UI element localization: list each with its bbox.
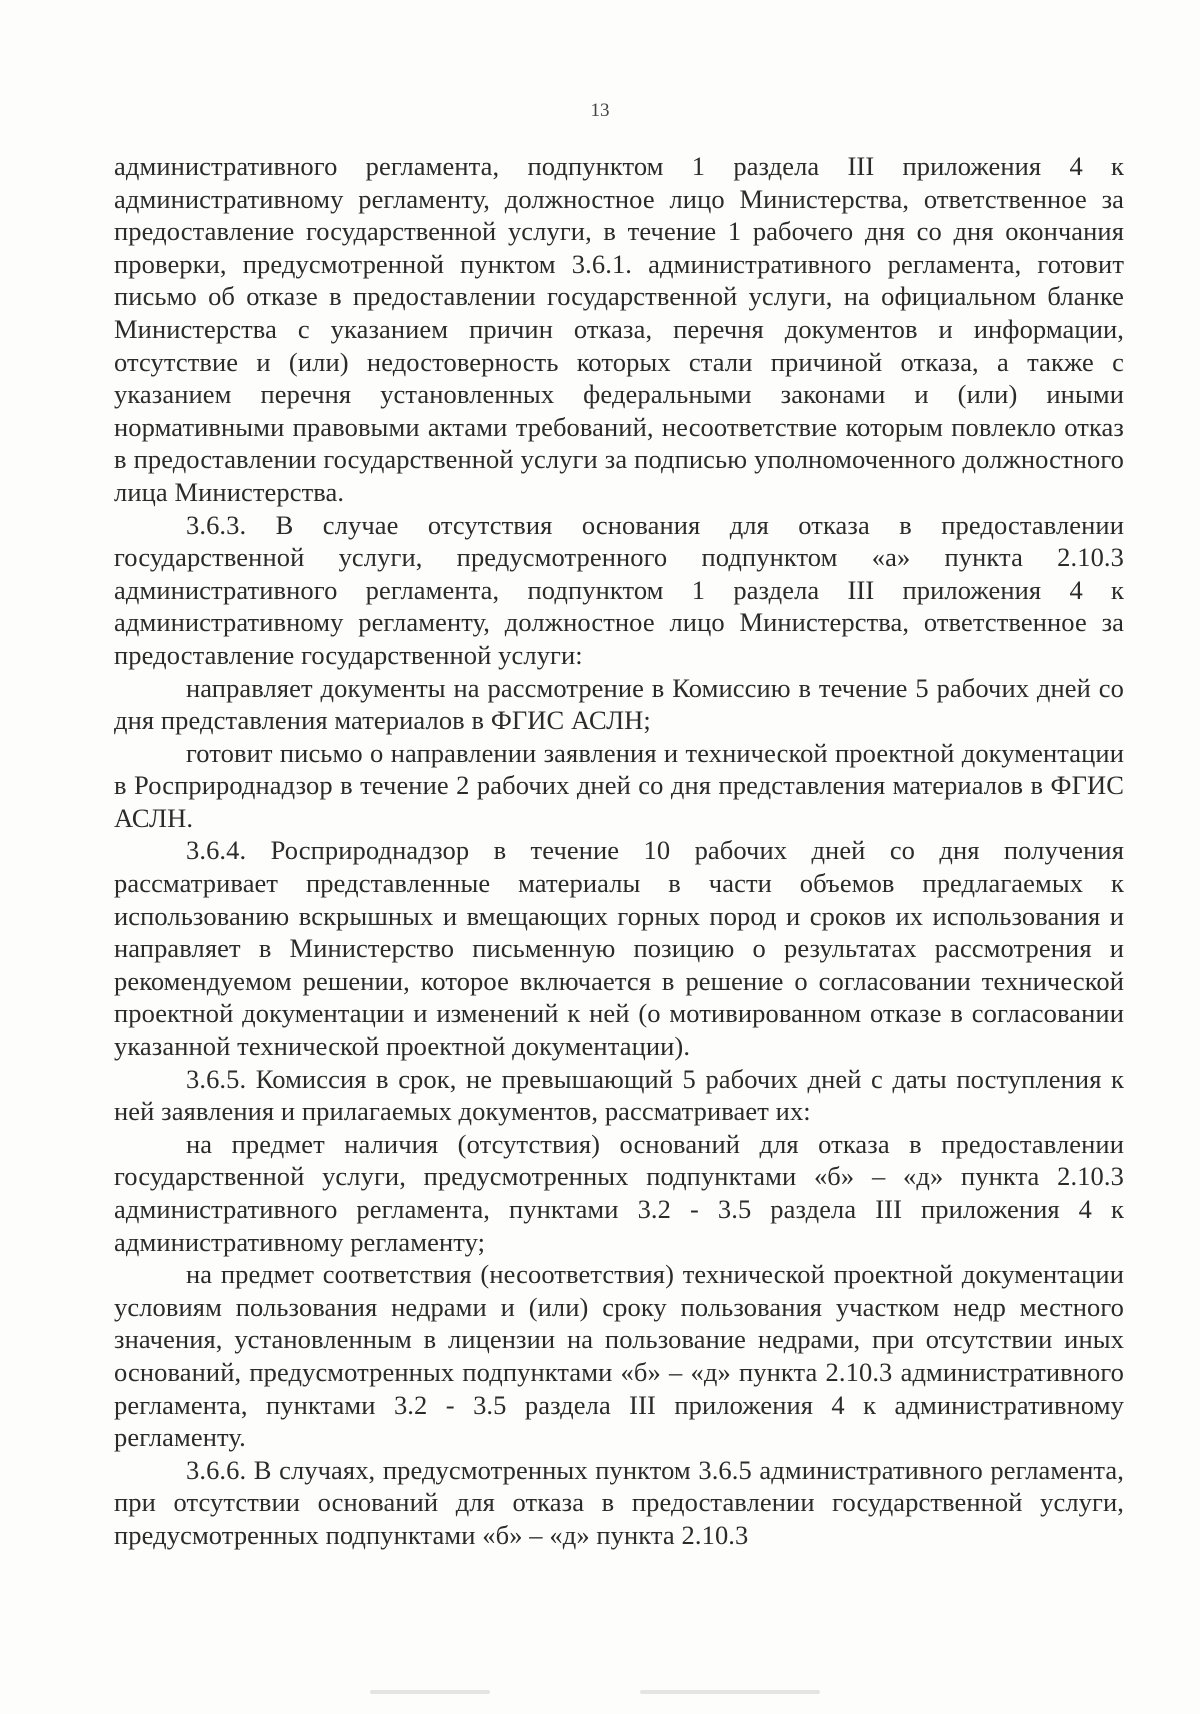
scan-artifact (640, 1690, 820, 1694)
paragraph-3-6-3-item-1: направляет документы на рассмотрение в Комиссию в течение 5 рабочих дней со дня представления материалов в ФГИС АСЛН; (114, 672, 1124, 736)
document-body (114, 150, 1124, 1552)
paragraph-3-6-3: 3.6.3. В случае отсутствия основания для отказа в предоставлении государственной услуги, предусмотренного подпунктом «а» пункта 2.10.3 административного регламента, подпунктом 1 раздела III приложения 4 к административному регламенту, должностное лицо Министерства, ответственное за предоставление государственной услуги: (114, 509, 1124, 670)
page-number: 13 (590, 100, 610, 121)
paragraph-3-6-5: 3.6.5. Комиссия в срок, не превышающий 5 рабочих дней с даты поступления к ней заявления и прилагаемых документов, рассматривает их: (114, 1063, 1124, 1127)
paragraph-3-6-6: 3.6.6. В случаях, предусмотренных пунктом 3.6.5 административного регламента, при отсутствии оснований для отказа в предоставлении государственной услуги, предусмотренных подпунктами «б» – «д» пункта 2.10.3 (114, 1454, 1124, 1550)
paragraph-3-6-4: 3.6.4. Росприроднадзор в течение 10 рабочих дней со дня получения рассматривает представленные материалы в части объемов предлагаемых к использованию вскрышных и вмещающих горных пород и сроков их использования и направляет в Министерство письменную позицию о результатах рассмотрения и рекомендуемом решении, которое включается в решение о согласовании технической проектной документации и изменений к ней (о мотивированном отказе в согласовании указанной технической проектной документации). (114, 835, 1124, 1062)
paragraph-3-6-5-item-2: на предмет соответствия (несоответствия) технической проектной документации условиям пользования недрами и (или) сроку пользования участком недр местного значения, установленным в лицензии на пользование недрами, при отсутствии иных оснований, предусмотренных подпунктами «б» – «д» пункта 2.10.3 административного регламента, пунктами 3.2 - 3.5 раздела III приложения 4 к административному регламенту. (114, 1259, 1124, 1453)
paragraph-continuation: административного регламента, подпунктом 1 раздела III приложения 4 к административному регламенту, должностное лицо Министерства, ответственное за предоставление государственной услуги, в течение 1 рабочего дня со дня окончания проверки, предусмотренной пунктом 3.6.1. административного регламента, готовит письмо об отказе в предоставлении государственной услуги, на официальном бланке Министерства с указанием причин отказа, перечня документов и информации, отсутствие и (или) недостоверность которых стали причиной отказа, а также с указанием перечня установленных федеральными законами и (или) иными нормативными правовыми актами требований, несоответствие которым повлекло отказ в предоставлении государственной услуги за подписью уполномоченного должностного лица Министерства. (114, 151, 1124, 507)
scan-artifact (370, 1690, 490, 1694)
paragraph-3-6-5-item-1: на предмет наличия (отсутствия) оснований для отказа в предоставлении государственной услуги, предусмотренных подпунктами «б» – «д» пункта 2.10.3 административного регламента, пунктами 3.2 - 3.5 раздела III приложения 4 к административному регламенту; (114, 1128, 1124, 1257)
paragraph-3-6-3-item-2: готовит письмо о направлении заявления и технической проектной документации в Росприроднадзор в течение 2 рабочих дней со дня представления материалов в ФГИС АСЛН. (114, 737, 1124, 833)
